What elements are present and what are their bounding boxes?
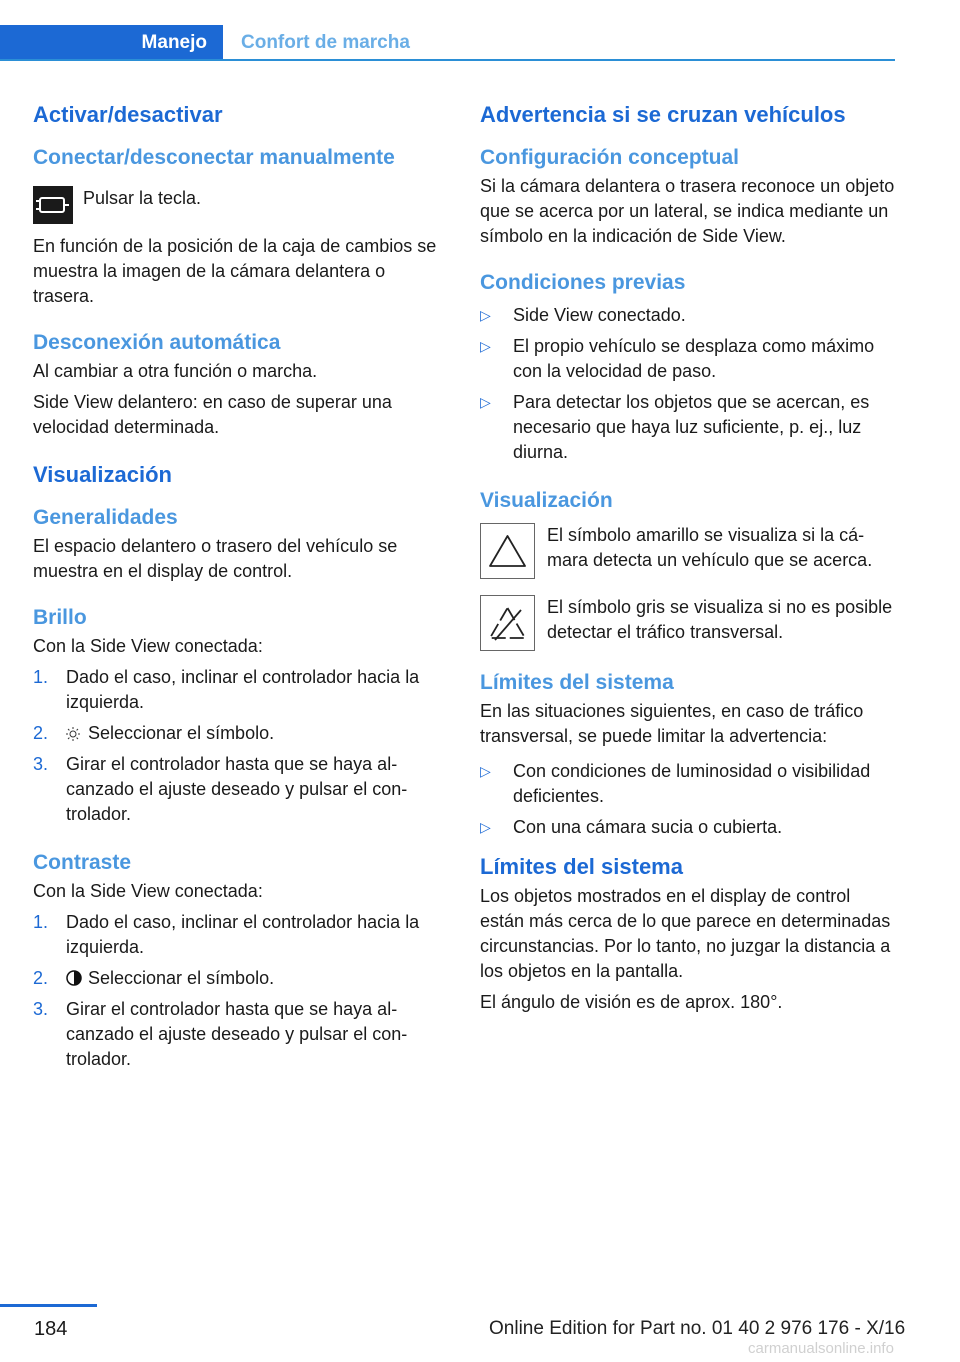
brillo-intro: Con la Side View conectada:	[33, 636, 263, 656]
brillo-steps	[33, 665, 451, 827]
footer-divider	[0, 1304, 97, 1307]
yellow-symbol-row	[480, 523, 898, 579]
config-text: Si la cámara delantera o trasera reconoce un objeto que se acerca por un lateral, se indica mediante un símbolo en la indicación de Side View.	[480, 176, 895, 246]
bullet-icon: ▷	[480, 394, 491, 410]
header-divider	[0, 59, 895, 61]
list-item: ▷ El propio vehículo se desplaza como máximo con la velocidad de paso.	[480, 336, 875, 381]
button-instruction	[33, 186, 451, 224]
brightness-icon	[66, 723, 80, 737]
heading-limites-2: Límites del sistema	[480, 854, 683, 879]
camera-button-icon	[33, 186, 73, 224]
list-item: 1. Dado el caso, inclinar el controlador hacia la izquierda.	[33, 912, 420, 957]
list-item: 2. Seleccionar el símbolo.	[33, 723, 275, 743]
limites2-text: Los objetos mostrados en el display de control están más cerca de lo que parece en determinadas circunstancias. Por lo tanto, no juzgar la distancia a los objetos en la pantalla.	[480, 886, 891, 981]
contraste-steps	[33, 910, 451, 1072]
heading-visualizacion-right: Visualización	[480, 489, 613, 512]
espacio-text: El espacio delantero o trasero del vehículo se muestra en el display de control.	[33, 536, 398, 581]
warning-triangle-crossed-icon	[480, 595, 535, 651]
heading-activar: Activar/desactivar	[33, 102, 223, 127]
list-item: 2. Seleccionar el símbolo.	[33, 968, 275, 988]
watermark: carmanualsonline.info	[748, 1340, 894, 1357]
list-item: ▷ Side View conectado.	[480, 303, 898, 328]
funcion-text: En función de la posición de la caja de cambios se muestra la imagen de la cámara delantera o trasera.	[33, 236, 437, 306]
edition-text: Online Edition for Part no. 01 40 2 976 176 - X/16	[489, 1318, 906, 1339]
al-cambiar-text: Al cambiar a otra función o marcha.	[33, 361, 318, 381]
list-item: ▷ Con una cámara sucia o cubierta.	[480, 815, 898, 840]
simbolo-amarillo-text: El símbolo amarillo se visualiza si la cámara detecta un vehículo que se acerca.	[547, 525, 873, 570]
angulo-text: El ángulo de visión es de aprox. 180°.	[480, 992, 783, 1012]
bullet-icon: ▷	[480, 307, 491, 323]
side-view-delantero-text: Side View delantero: en caso de superar una velocidad determinada.	[33, 392, 392, 437]
heading-contraste: Contraste	[33, 851, 132, 874]
list-item: ▷ Con condiciones de luminosidad o visibilidad deficientes.	[480, 761, 871, 806]
bullet-icon: ▷	[480, 338, 491, 354]
contraste-intro: Con la Side View conectada:	[33, 881, 263, 901]
tab-confort-de-marcha[interactable]: Confort de marcha	[241, 32, 410, 53]
heading-limites-1: Límites del sistema	[480, 671, 674, 694]
tab-manejo-label: Manejo	[141, 32, 207, 53]
list-item: 1. Dado el caso, inclinar el controlador hacia la izquierda.	[33, 667, 420, 712]
list-item: ▷ Para detectar los objetos que se acercan, es necesario que haya luz suficiente, p. ej., luz diurna.	[480, 392, 870, 462]
heading-configuracion: Configuración conceptual	[480, 146, 740, 169]
list-item: 3. Girar el controlador hasta que se haya alcanzado el ajuste deseado y pulsar el controlador.	[33, 999, 408, 1069]
contrast-icon	[66, 968, 80, 982]
pulsar-text: Pulsar la tecla.	[83, 188, 202, 208]
left-column	[33, 100, 451, 1084]
bullet-icon: ▷	[480, 819, 491, 835]
bullet-icon: ▷	[480, 763, 491, 779]
list-item: 3. Girar el controlador hasta que se haya alcanzado el ajuste deseado y pulsar el controlador.	[33, 754, 408, 824]
right-column	[480, 100, 898, 1025]
heading-desconexion: Desconexión automática	[33, 331, 281, 354]
tab-manejo[interactable]	[0, 25, 223, 61]
page-number: 184	[34, 1318, 68, 1340]
heading-generalidades: Generalidades	[33, 506, 178, 529]
heading-visualizacion: Visualización	[33, 462, 172, 487]
grey-symbol-row	[480, 595, 898, 651]
simbolo-gris-text: El símbolo gris se visualiza si no es posible detectar el tráfico transversal.	[547, 597, 893, 642]
heading-advertencia: Advertencia si se cruzan vehículos	[480, 102, 846, 127]
limites1-text: En las situaciones siguientes, en caso de tráfico transversal, se puede limitar la advertencia:	[480, 701, 864, 746]
header-bar	[0, 25, 895, 61]
warning-triangle-icon	[480, 523, 535, 579]
heading-conectar: Conectar/desconectar manualmente	[33, 146, 395, 169]
heading-condiciones: Condiciones previas	[480, 271, 686, 294]
limites1-list	[480, 759, 898, 840]
condiciones-list	[480, 303, 898, 465]
heading-brillo: Brillo	[33, 606, 87, 629]
